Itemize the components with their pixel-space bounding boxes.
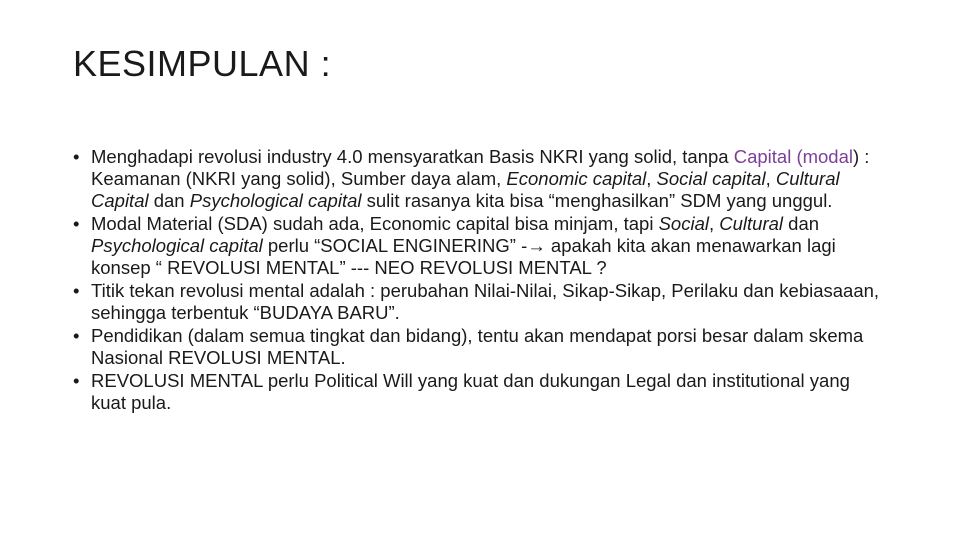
- bullet-text: apakah kita akan menawarkan lagi konsep “ REVOLUSI MENTAL” --- NEO REVOLUSI MENTAL ?: [91, 235, 836, 278]
- bullet-item-2: [73, 213, 883, 279]
- italic-term: Psychological capital: [91, 235, 263, 256]
- bullet-text: ) : Keamanan (NKRI yang solid), Sumber daya alam,: [91, 146, 870, 189]
- bullet-marker: •: [73, 325, 80, 346]
- bullet-text: Pendidikan (dalam semua tingkat dan bidang), tentu akan mendapat porsi besar dalam skema Nasional REVOLUSI MENTAL.: [91, 325, 864, 368]
- bullet-marker: •: [73, 280, 80, 301]
- italic-term: Cultural: [719, 213, 784, 234]
- bullet-text: ,: [708, 213, 720, 234]
- italic-term: Social: [658, 213, 709, 234]
- bullet-text: dan: [148, 190, 190, 211]
- bullet-list: [73, 146, 883, 415]
- bullet-item-4: [73, 325, 883, 369]
- bullet-marker: •: [73, 370, 80, 391]
- bullet-marker: •: [73, 213, 80, 234]
- bullet-text: Modal Material (SDA) sudah ada, Economic capital bisa minjam, tapi: [91, 213, 659, 234]
- italic-term: Economic capital: [506, 168, 647, 189]
- arrow-icon: →: [527, 235, 546, 256]
- highlighted-term: Capital (modal: [733, 146, 853, 167]
- bullet-text: Titik tekan revolusi mental adalah : perubahan Nilai-Nilai, Sikap-Sikap, Perilaku dan kebiasaaan, sehingga terbentuk “BUDAYA BARU”.: [91, 280, 880, 323]
- bullet-text: ,: [646, 168, 657, 189]
- bullet-item-5: [73, 370, 883, 414]
- bullet-text: perlu “SOCIAL ENGINERING” -: [262, 235, 528, 256]
- bullet-item-3: [73, 280, 883, 324]
- bullet-text: REVOLUSI MENTAL perlu Political Will yang kuat dan dukungan Legal dan institutional yang kuat pula.: [91, 370, 850, 413]
- bullet-text: ,: [765, 168, 776, 189]
- bullet-marker: •: [73, 146, 80, 167]
- bullet-text: sulit rasanya kita bisa “menghasilkan” SDM yang unggul.: [361, 190, 833, 211]
- bullet-text: Menghadapi revolusi industry 4.0 mensyaratkan Basis NKRI yang solid, tanpa: [91, 146, 734, 167]
- bullet-text: dan: [783, 213, 820, 234]
- slide-title: KESIMPULAN :: [73, 43, 332, 84]
- italic-term: Social capital: [656, 168, 766, 189]
- italic-term: Psychological capital: [189, 190, 362, 211]
- bullet-item-1: [73, 146, 883, 212]
- italic-term: Cultural Capital: [91, 168, 840, 211]
